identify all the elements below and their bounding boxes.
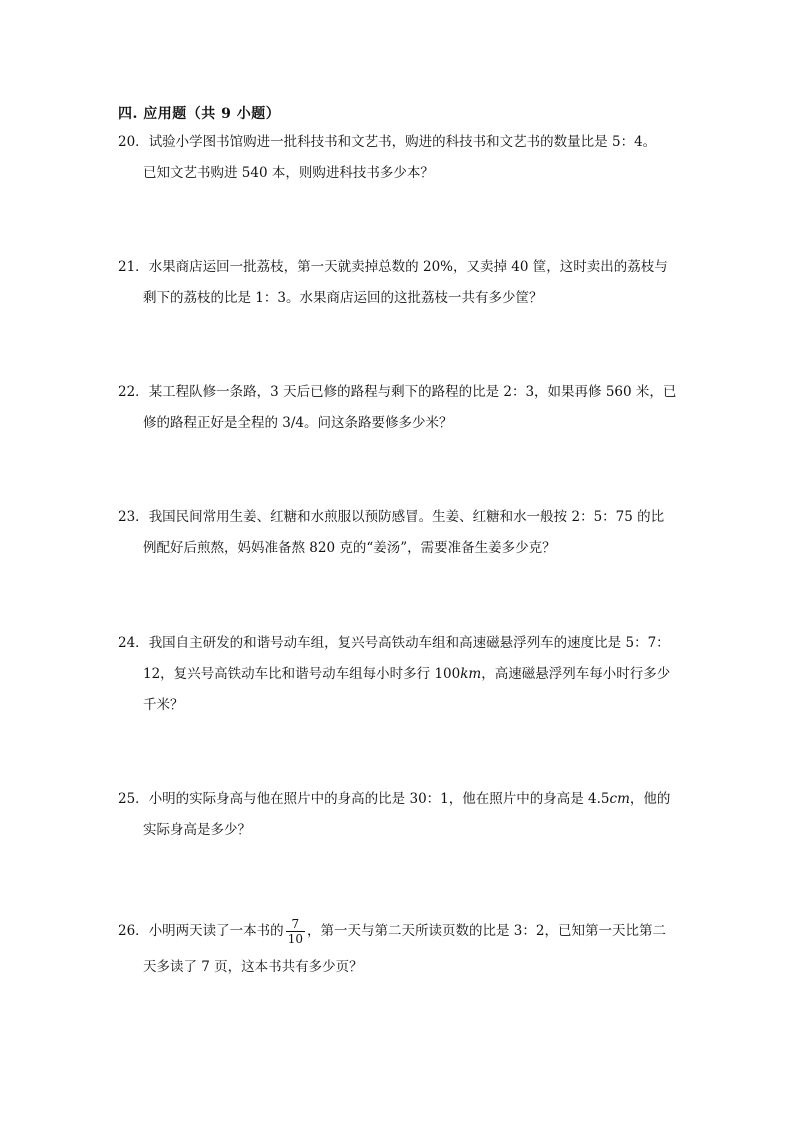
question-24-line-1: 24．我国自主研发的和谐号动车组，复兴号高铁动车组和高速磁悬浮列车的速度比是 5：7： [118,635,670,651]
question-21-line-2: 剩下的荔枝的比是 1：3。水果商店运回的这批荔枝一共有多少筐？ [143,290,543,306]
unit-cm: cm [609,791,630,807]
question-number: 23． [118,509,149,525]
question-24-line-3: 千米？ [143,697,184,713]
question-26-line-2: 天多读了 7 页，这本书共有多少页？ [143,959,363,975]
question-23-line-2: 例配好后煎熬，妈妈准备熬 820 克的“姜汤”，需要准备生姜多少克？ [143,540,556,556]
question-number: 24． [118,635,149,651]
question-number: 20． [118,134,149,150]
question-number: 22． [118,384,149,400]
question-20-line-1: 20．试验小学图书馆购进一批科技书和文艺书，购进的科技书和文艺书的数量比是 5：4。 [118,134,657,150]
question-22-line-1: 22．某工程队修一条路，3 天后已修的路程与剩下的路程的比是 2：3，如果再修 560 米，已 [118,384,677,400]
question-number: 26． [118,923,149,939]
question-26-line-1: 26．小明两天读了一本书的 $\frac{7}{10}$ ，第一天与第二天所读页数的比是 3：2，已知第一天比第二 [118,917,666,946]
question-23-line-1: 23．我国民间常用生姜、红糖和水煎服以预防感冒。生姜、红糖和水一般按 2：5：75 的比 [118,509,665,525]
fraction-numerator: 7 [291,917,300,931]
question-21-line-1: 21．水果商店运回一批荔枝，第一天就卖掉总数的 20%，又卖掉 40 筐，这时卖出的荔枝与 [118,259,668,275]
question-number: 21． [118,259,149,275]
question-25-line-2: 实际身高是多少？ [143,822,251,838]
unit-km: km [460,666,482,682]
fraction-denominator: 10 [287,932,303,946]
fraction [286,917,305,946]
question-25-line-1: 25．小明的实际身高与他在照片中的身高的比是 30：1，他在照片中的身高是 4.5cm，他的 [118,791,671,807]
section-title: 四. 应用题（共 9 小题） [118,106,281,122]
question-24-line-2: 12，复兴号高铁动车比和谐号动车组每小时多行 100km，高速磁悬浮列车每小时行多少 [143,666,671,682]
question-22-line-2: 修的路程正好是全程的 3/4。问这条路要修多少米？ [143,415,453,431]
question-number: 25． [118,791,149,807]
question-20-line-2: 已知文艺书购进 540 本，则购进科技书多少本？ [143,165,434,181]
